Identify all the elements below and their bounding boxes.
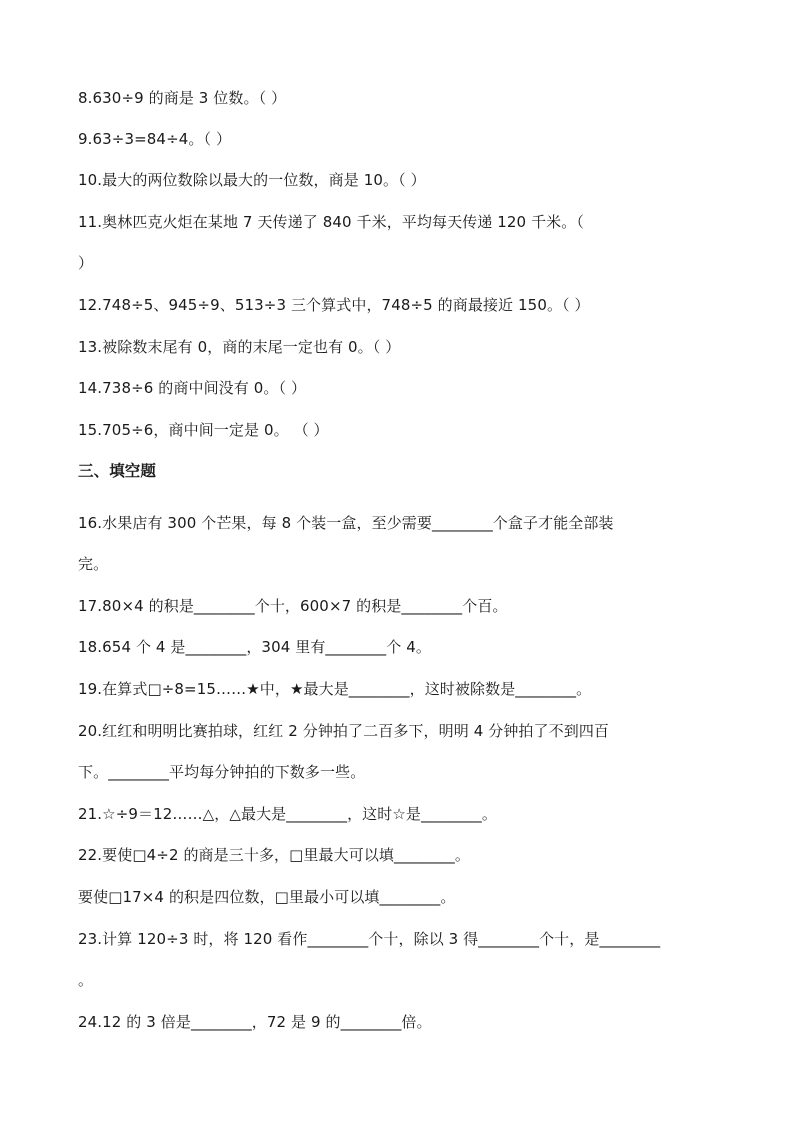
question-22-part2: 要使□17×4 的积是四位数，□里最小可以填________。 — [78, 888, 456, 906]
question-22: 22.要使□4÷2 的商是三十多，□里最大可以填________。 — [78, 846, 470, 864]
question-8: 8.630÷9 的商是 3 位数。（ ） — [78, 89, 287, 107]
question-20: 20.红红和明明比赛拍球，红红 2 分钟拍了二百多下，明明 4 分钟拍了不到四百 — [78, 722, 610, 740]
question-15: 15.705÷6，商中间一定是 0。 （ ） — [78, 421, 329, 439]
section-heading: 三、填空题 — [78, 462, 157, 480]
question-21: 21.☆÷9＝12……△，△最大是________，这时☆是________。 — [78, 805, 497, 823]
question-11-cont: ） — [78, 254, 94, 272]
question-24: 24.12 的 3 倍是________，72 是 9 的________倍。 — [78, 1013, 432, 1031]
question-14: 14.738÷6 的商中间没有 0。（ ） — [78, 379, 307, 397]
question-16: 16.水果店有 300 个芒果，每 8 个装一盒，至少需要________个盒子才能全部装 — [78, 514, 614, 532]
question-17: 17.80×4 的积是________个十，600×7 的积是________个百。 — [78, 597, 508, 615]
question-9: 9.63÷3=84÷4。（ ） — [78, 130, 232, 148]
question-23-cont: 。 — [78, 971, 94, 989]
question-23: 23.计算 120÷3 时，将 120 看作________个十，除以 3 得________个十，是________ — [78, 930, 661, 948]
question-13: 13.被除数末尾有 0，商的末尾一定也有 0。（ ） — [78, 338, 401, 356]
question-18: 18.654 个 4 是________，304 里有________个 4。 — [78, 638, 431, 656]
question-11: 11.奥林匹克火炬在某地 7 天传递了 840 千米，平均每天传递 120 千米。（ — [78, 213, 584, 231]
question-19: 19.在算式□÷8=15……★中，★最大是________，这时被除数是________。 — [78, 680, 592, 698]
question-12: 12.748÷5、945÷9、513÷3 三个算式中，748÷5 的商最接近 150。（ ） — [78, 296, 590, 314]
question-10: 10.最大的两位数除以最大的一位数，商是 10。（ ） — [78, 171, 426, 189]
question-16-cont: 完。 — [78, 555, 109, 573]
question-20-cont: 下。________平均每分钟拍的下数多一些。 — [78, 763, 366, 781]
